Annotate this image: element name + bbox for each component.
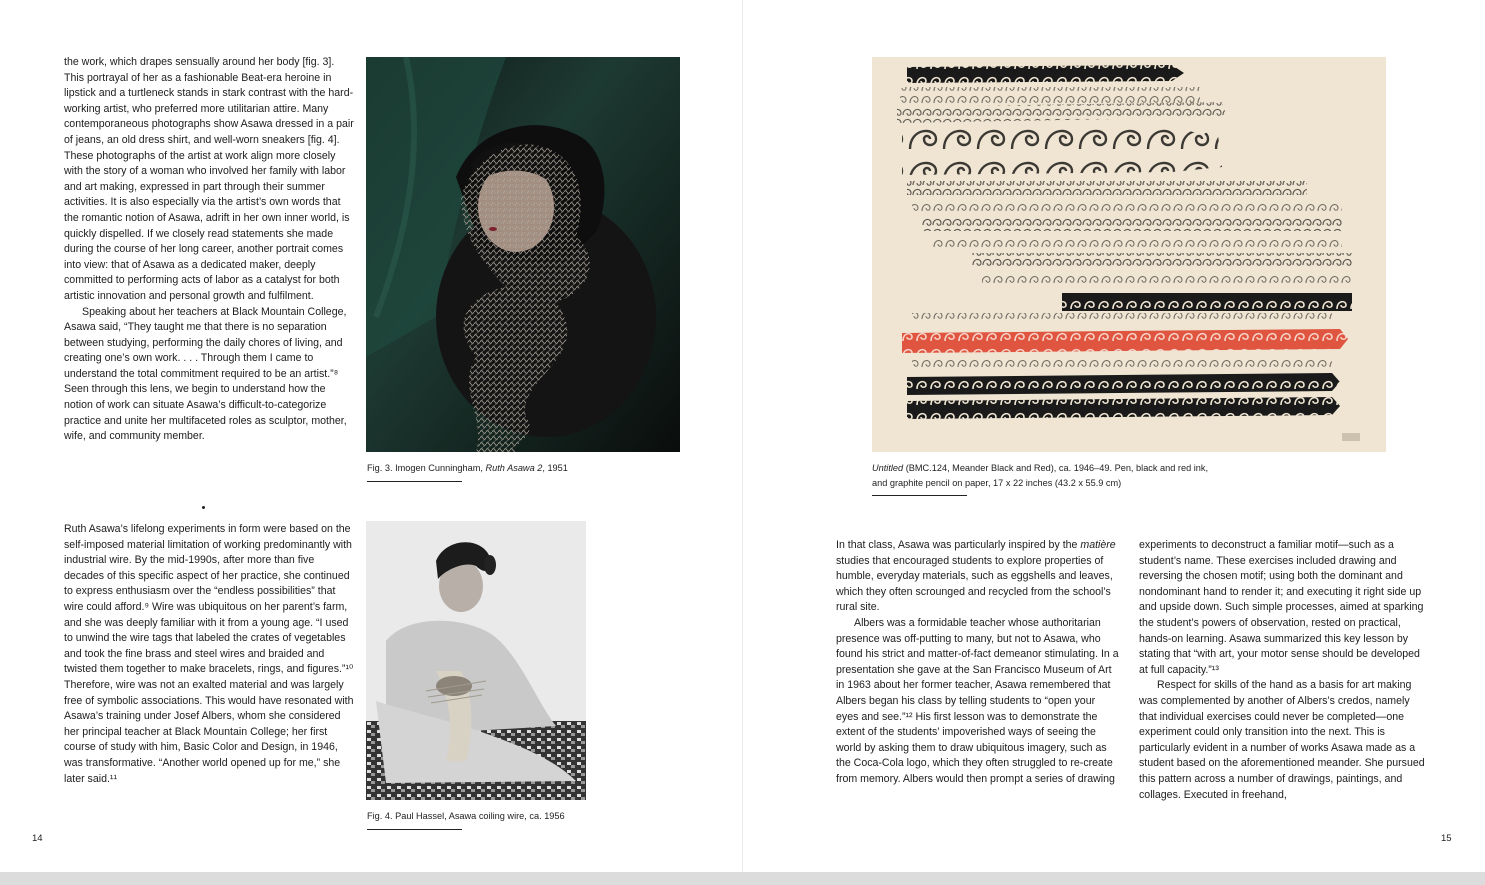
fig4-caption: Fig. 4. Paul Hassel, Asawa coiling wire, ca. 1956 [367, 811, 565, 821]
left-column-bottom-text [64, 522, 354, 787]
paragraph [836, 538, 1120, 616]
caption-text: , 1951 [542, 463, 568, 473]
right-column-right-text [1139, 538, 1429, 803]
caption-title: Ruth Asawa 2 [485, 463, 543, 473]
paragraph: Speaking about her teachers at Black Mountain College, Asawa said, “They taught me that there is no separation between studying, performing the daily chores of living, and creating one’s own work. . . . Through them I came to understand the total commitment required to be an artist.”⁸ Seen through this lens, we begin to understand how the notion of work can situate Asawa’s difficult-to-categorize practice and unite her multifaceted roles as sculptor, mother, wife, and community member. [64, 305, 347, 443]
artwork-meander-black-and-red [872, 57, 1386, 452]
caption-text: Fig. 3. Imogen Cunningham, [367, 463, 486, 473]
caption-text: (BMC.124, Meander Black and Red), ca. 1946–49. Pen, black and red ink, [903, 463, 1209, 473]
paragraph: Respect for skills of the hand as a basis for art making was complemented by another of Albers’s credos, namely that individual exercises could never be completed—one experiment could only transition into the next. This is particularly evident in a number of works Asawa made as a student based on the aforementioned meander. She pursued this pattern across a number of drawings, paintings, and collages. Executed in freehand, [1139, 679, 1425, 801]
fig3-caption [367, 461, 687, 476]
text-span: In that class, Asawa was particularly inspired by the [836, 539, 1081, 551]
caption-rule [367, 829, 462, 830]
page-gutter [742, 0, 743, 885]
caption-title: Untitled [872, 463, 904, 473]
italic-term: matière [1080, 539, 1116, 551]
paragraph: Albers was a formidable teacher whose authoritarian presence was off-putting to many, but not to Asawa, who found his strict and matter-of-fact demeanor stimulating. In a presentation she gave at the San Francisco Museum of Art in 1963 about her former teacher, Asawa remembered that Albers began his class by telling students to “open your eyes and see.”¹² His first lesson was to demonstrate the extent of the students’ impoverished ways of seeing the world by asking them to draw ubiquitous imagery, such as the Coca-Cola logo, which they often struggled to re-create from memory. Albers would then prompt a series of drawing [836, 616, 1119, 785]
paragraph: experiments to deconstruct a familiar motif—such as a student’s name. These exercises included drawing and reversing the chosen motif; using both the dominant and nondominant hand to render it; and executing it right side up and upside down. Such simple processes, aimed at sparking the student’s powers of observation, rested on practical, hands-on learning. Asawa summarized this key lesson by stating that “with art, your motor sense should be developed at full capacity.”¹³ [1139, 539, 1424, 676]
fig4-photo-asawa-coiling-wire [366, 521, 586, 800]
text-span: studies that encouraged students to explore properties of humble, everyday materials, such as eggshells and leaves, which they often scrounged and recycled from the school’s rural site. [836, 554, 1113, 614]
left-column-top-text [64, 55, 354, 445]
page-number-left: 14 [32, 833, 43, 844]
caption-rule [367, 481, 462, 482]
page-bottom-edge [0, 872, 1485, 885]
right-column-left-text [836, 538, 1120, 788]
paragraph: Ruth Asawa’s lifelong experiments in form were based on the self-imposed material limitation of working predominantly with industrial wire. By the mid-1990s, after more than five decades of this specific aspect of her practice, she continued to express enthusiasm over the “endless possibilities” that wire could afford.⁹ Wire was ubiquitous on her parent’s farm, and she was deeply familiar with it from a young age. “I used to unwind the wire tags that labeled the crates of vegetables and took the fine brass and steel wires and braided and twisted them together to make bracelets, rings, and figures.”¹⁰ Therefore, wire was not an exalted material and was largely free of symbolic associations. This would have resonated with Asawa’s training under Josef Albers, whom she considered her principal teacher at Black Mountain College; her first course of study with him, Basic Color and Design, in 1946, was transformative. “Another world opened up for me,” she later said.¹¹ [64, 523, 354, 785]
caption-rule [872, 495, 967, 496]
page-number-right: 15 [1441, 833, 1452, 844]
section-separator-dot [202, 506, 205, 509]
artwork-caption [872, 461, 1292, 491]
caption-text: and graphite pencil on paper, 17 x 22 inches (43.2 x 55.9 cm) [872, 478, 1122, 488]
paragraph: the work, which drapes sensually around her body [fig. 3]. This portrayal of her as a fashionable Beat-era heroine in lipstick and a turtleneck stands in stark contrast with the hard-working artist, who preferred more utilitarian attire. Many contemporaneous photographs show Asawa dressed in a pair of jeans, an old dress shirt, and well-worn sneakers [fig. 4]. These photographs of the artist at work align more closely with the story of a woman who involved her family with labor and art making, expressed in part through their summer activities. It is also especially via the artist’s own words that the romantic notion of Asawa, adrift in her own inner world, is quickly dispelled. If we closely read statements she made during the course of her long career, another portrait comes into view: that of Asawa as a dedicated maker, deeply committed to performing acts of labor as a catalyst for both artistic innovation and personal growth and fulfilment. [64, 56, 354, 302]
fig3-photo-ruth-asawa [366, 57, 680, 452]
